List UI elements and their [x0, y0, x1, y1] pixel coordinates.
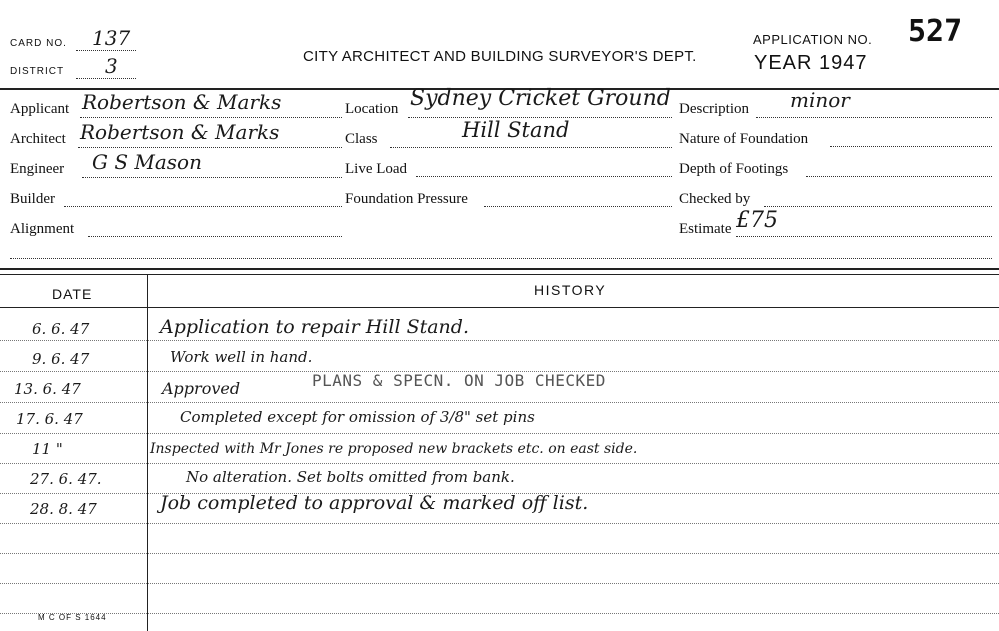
district-line	[76, 78, 136, 79]
nature-of-foundation-line	[830, 146, 992, 147]
description-value: minor	[790, 88, 850, 112]
checked-by-label: Checked by	[679, 191, 751, 207]
history-entry: Approved	[162, 379, 241, 398]
live-load-line	[416, 176, 672, 177]
date-history-divider	[147, 275, 148, 631]
history-column-header: HISTORY	[534, 282, 607, 298]
application-label: APPLICATION NO.	[753, 32, 873, 47]
ruled-line	[0, 613, 999, 614]
engineer-value: G S Mason	[92, 150, 202, 174]
application-number: 527	[908, 14, 963, 49]
card-no-value: 137	[92, 26, 131, 50]
table-top-rule	[0, 268, 999, 270]
history-date: 9. 6. 47	[32, 350, 90, 368]
foundation-pressure-line	[484, 206, 672, 207]
ruled-line	[0, 340, 999, 341]
alignment-line	[88, 236, 342, 237]
district-value: 3	[105, 54, 118, 78]
applicant-line	[80, 117, 342, 118]
location-value: Sydney Cricket Ground	[410, 86, 671, 111]
estimate-line	[736, 236, 992, 237]
history-date: 28. 8. 47	[30, 500, 97, 518]
description-line	[756, 117, 992, 118]
card-no-label: CARD NO.	[10, 38, 67, 49]
depth-of-footings-label: Depth of Footings	[679, 161, 789, 177]
table-top-rule-inner	[0, 274, 999, 275]
architect-label: Architect	[10, 131, 66, 147]
history-entry: Inspected with Mr Jones re proposed new brackets etc. on east side.	[150, 441, 638, 457]
history-date: 17. 6. 47	[16, 410, 83, 428]
foundation-pressure-label: Foundation Pressure	[345, 191, 468, 207]
applicant-label: Applicant	[10, 101, 70, 117]
class-line	[390, 147, 672, 148]
description-label: Description	[679, 101, 749, 117]
header-bottom-rule	[0, 307, 999, 308]
ruled-line	[0, 583, 999, 584]
estimate-label: Estimate	[679, 221, 732, 237]
alignment-label: Alignment	[10, 221, 75, 237]
nature-of-foundation-label: Nature of Foundation	[679, 131, 809, 147]
history-entry: Application to repair Hill Stand.	[160, 316, 469, 338]
builder-label: Builder	[10, 191, 55, 207]
estimate-value: £75	[736, 208, 778, 233]
depth-of-footings-line	[806, 176, 992, 177]
history-date: 13. 6. 47	[14, 380, 81, 398]
ruled-line	[0, 553, 999, 554]
form-code: M C OF S 1644	[38, 613, 107, 622]
date-column-header: DATE	[52, 286, 93, 302]
applicant-value: Robertson & Marks	[82, 90, 282, 114]
checked-stamp: PLANS & SPECN. ON JOB CHECKED	[312, 371, 606, 390]
checked-by-line	[764, 206, 992, 207]
ruled-line	[0, 402, 999, 403]
architect-line	[78, 147, 342, 148]
blank-line	[10, 258, 992, 259]
district-label: DISTRICT	[10, 66, 65, 77]
history-date: 27. 6. 47.	[30, 470, 102, 488]
ruled-line	[0, 523, 999, 524]
builder-line	[64, 206, 342, 207]
class-label: Class	[345, 131, 378, 147]
architect-value: Robertson & Marks	[80, 120, 280, 144]
live-load-label: Live Load	[345, 161, 408, 177]
history-entry: No alteration. Set bolts omitted from bank.	[186, 468, 515, 486]
ruled-line	[0, 433, 999, 434]
dept-title: CITY ARCHITECT AND BUILDING SURVEYOR'S DEPT.	[303, 48, 697, 65]
history-date: 11 "	[32, 440, 63, 458]
class-value: Hill Stand	[462, 118, 570, 142]
year-label: YEAR 1947	[754, 52, 868, 74]
ruled-line	[0, 463, 999, 464]
history-entry: Job completed to approval & marked off list.	[160, 492, 589, 514]
engineer-label: Engineer	[10, 161, 65, 177]
history-date: 6. 6. 47	[32, 320, 90, 338]
card-no-line	[76, 50, 136, 51]
location-label: Location	[345, 101, 399, 117]
history-entry: Work well in hand.	[170, 348, 313, 366]
engineer-line	[82, 177, 342, 178]
history-entry: Completed except for omission of 3/8" set pins	[180, 408, 535, 426]
